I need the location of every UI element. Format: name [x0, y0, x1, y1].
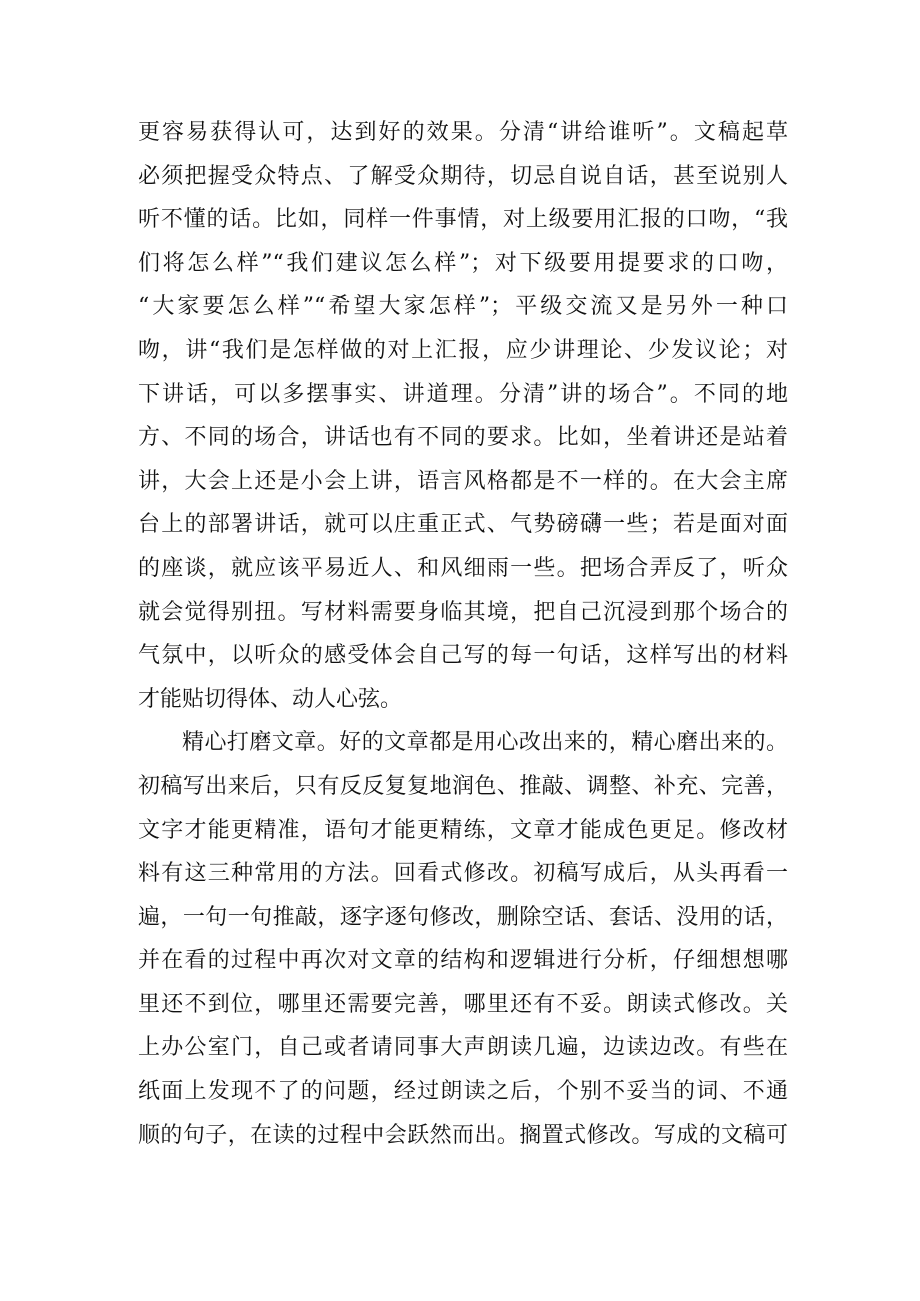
paragraph-line: 气氛中，以听众的感受体会自己写的每一句话，这样写出的材料 [138, 643, 788, 669]
paragraph-line: 方、不同的场合，讲话也有不同的要求。比如，坐着讲还是站着 [138, 425, 788, 451]
paragraph-line: 必须把握受众特点、了解受众期待，切忌自说自话，甚至说别人 [138, 163, 788, 189]
paragraph-line: 下讲话，可以多摆事实、讲道理。分清”讲的场合”。不同的地 [138, 381, 788, 407]
paragraph-line: 精心打磨文章。好的文章都是用心改出来的，精心磨出来的。 [182, 730, 788, 756]
paragraph-line: 们将怎么样”“我们建议怎么样”；对下级要用提要求的口吻， [138, 250, 788, 276]
paragraph-line: 纸面上发现不了的问题，经过朗读之后，个别不妥当的词、不通 [138, 1079, 788, 1105]
paragraph-line: 就会觉得别扭。写材料需要身临其境，把自己沉浸到那个场合的 [138, 599, 788, 625]
paragraph-line: 台上的部署讲话，就可以庄重正式、气势磅礴一些；若是面对面 [138, 512, 788, 538]
document-body [138, 111, 788, 1157]
paragraph-line: 料有这三种常用的方法。回看式修改。初稿写成后，从头再看一 [138, 861, 788, 887]
paragraph-line: 更容易获得认可，达到好的效果。分清“讲给谁听”。文稿起草 [138, 120, 788, 145]
paragraph-1 [138, 111, 788, 721]
paragraph-line: 讲，大会上还是小会上讲，语言风格都是不一样的。在大会主席 [138, 468, 788, 494]
paragraph-line: 才能贴切得体、动人心弦。 [138, 686, 403, 712]
paragraph-line: 听不懂的话。比如，同样一件事情，对上级要用汇报的口吻，“我 [138, 207, 788, 233]
paragraph-line: 并在看的过程中再次对文章的结构和逻辑进行分析，仔细想想哪 [138, 948, 788, 974]
paragraph-line: 里还不到位，哪里还需要完善，哪里还有不妥。朗读式修改。关 [138, 991, 788, 1017]
paragraph-2 [138, 721, 788, 1157]
paragraph-line: 上办公室门，自己或者请同事大声朗读几遍，边读边改。有些在 [138, 1035, 788, 1061]
paragraph-line: 顺的句子，在读的过程中会跃然而出。搁置式修改。写成的文稿可 [138, 1122, 788, 1148]
paragraph-line: 遍，一句一句推敲，逐字逐句修改，删除空话、套话、没用的话， [138, 904, 788, 930]
paragraph-line: 吻，讲“我们是怎样做的对上汇报，应少讲理论、少发议论；对 [138, 337, 788, 363]
paragraph-line: “大家要怎么样”“希望大家怎样”；平级交流又是另外一种口 [138, 294, 788, 320]
paragraph-line: 的座谈，就应该平易近人、和风细雨一些。把场合弄反了，听众 [138, 555, 788, 581]
paragraph-line: 文字才能更精准，语句才能更精练，文章才能成色更足。修改材 [138, 817, 788, 843]
paragraph-line: 初稿写出来后，只有反反复复地润色、推敲、调整、补充、完善， [138, 773, 788, 799]
